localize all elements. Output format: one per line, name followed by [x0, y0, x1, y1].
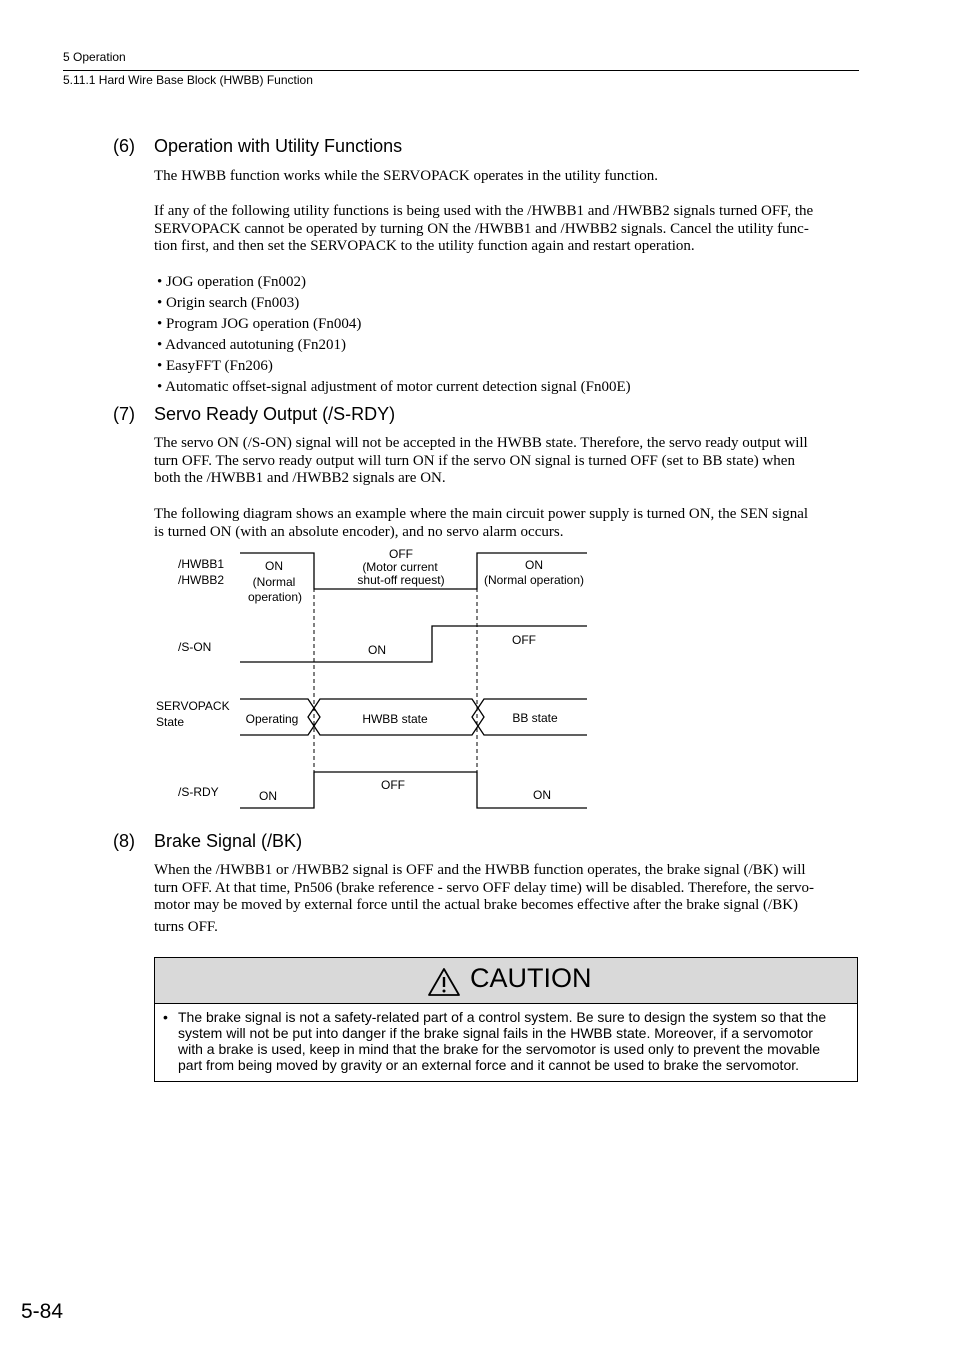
caution-text — [178, 1009, 853, 1073]
hwbb-on2-text: ON — [525, 558, 543, 572]
section-8-heading — [113, 831, 302, 852]
paragraph-line: motor may be moved by external force until the actual brake becomes effective after the brake signal (/BK) — [154, 897, 799, 914]
srdy-off-text: OFF — [381, 778, 405, 792]
list-item: • Advanced autotuning (Fn201) — [157, 337, 346, 353]
hwbb-label-1: /HWBB1 — [178, 557, 225, 571]
caution-line: part from being moved by gravity or an external force and it cannot be used to brake the servomotor. — [178, 1057, 800, 1073]
hwbb-on-text: operation) — [247, 590, 303, 604]
chapter-header: 5 Operation — [63, 50, 126, 64]
hwbb-on2-text: (Normal operation) — [483, 573, 585, 587]
section-7-number: (7) — [113, 404, 135, 424]
son-label: /S-ON — [178, 640, 212, 654]
section-6-title: Operation with Utility Functions — [154, 136, 403, 156]
list-item: • Origin search (Fn003) — [157, 295, 300, 311]
caution-box — [154, 957, 858, 1082]
paragraph-line: tion first, and then set the SERVOPACK to the utility function again and restart operation. — [154, 238, 695, 255]
hwbb-label-2: /HWBB2 — [178, 573, 225, 587]
srdy-on-text: ON — [259, 789, 277, 803]
hwbb-on-text: (Normal — [252, 575, 296, 589]
paragraph-line: both the /HWBB1 and /HWBB2 signals are ON. — [154, 470, 446, 487]
paragraph-line: turns OFF. — [154, 918, 218, 935]
paragraph-line: When the /HWBB1 or /HWBB2 signal is OFF and the HWBB function operates, the brake signal (/BK) will — [154, 862, 806, 878]
caution-bullet: • — [163, 1009, 168, 1025]
caution-header — [155, 958, 857, 1004]
state-operating-text: Operating — [245, 712, 299, 726]
section-header: 5.11.1 Hard Wire Base Block (HWBB) Function — [63, 73, 313, 87]
section-8-paragraph — [154, 862, 859, 936]
state-hwbb-text: HWBB state — [362, 712, 428, 726]
son-on-text: ON — [368, 643, 386, 657]
state-bb-text: BB state — [512, 711, 558, 725]
paragraph-line: The following diagram shows an example where the main circuit power supply is turned ON, the SEN signal — [154, 506, 809, 522]
caution-line: with a brake is used, keep in mind that the brake for the servomotor is used only to prevent the movable — [178, 1041, 821, 1057]
section-7-title: Servo Ready Output (/S-RDY) — [154, 404, 396, 424]
srdy-label: /S-RDY — [178, 785, 219, 799]
hwbb-off-text: shut-off request) — [357, 573, 445, 587]
caution-line: The brake signal is not a safety-related part of a control system. Be sure to design the system so that the — [178, 1009, 827, 1025]
hwbb-on-text: ON — [265, 559, 283, 573]
list-item: • JOG operation (Fn002) — [157, 274, 306, 290]
paragraph-line: If any of the following utility functions is being used with the /HWBB1 and /HWBB2 signals turned OFF, the — [154, 203, 814, 219]
srdy-on2-text: ON — [533, 788, 551, 802]
list-item: • Automatic offset-signal adjustment of motor current detection signal (Fn00E) — [157, 379, 631, 395]
caution-title: CAUTION — [470, 963, 592, 993]
warning-triangle-icon — [427, 967, 461, 997]
state-label-1: SERVOPACK — [156, 699, 230, 713]
section-8-number: (8) — [113, 831, 135, 851]
section-6-paragraph-1: The HWBB function works while the SERVOPACK operates in the utility function. — [154, 168, 659, 184]
paragraph-line: is turned ON (with an absolute encoder), and no servo alarm occurs. — [154, 523, 564, 540]
section-6-number: (6) — [113, 136, 135, 156]
hwbb-off-text: (Motor current — [362, 560, 438, 574]
page-number: 5-84 — [21, 1300, 64, 1323]
paragraph-line: turn OFF. The servo ready output will turn ON if the servo ON signal is turned OFF (set to BB state) when — [154, 452, 795, 469]
paragraph-line: The servo ON (/S-ON) signal will not be accepted in the HWBB state. Therefore, the servo ready output will — [154, 435, 808, 451]
hwbb-off-text: OFF — [389, 547, 413, 561]
section-8-title: Brake Signal (/BK) — [154, 831, 303, 851]
paragraph-line: turn OFF. At that time, Pn506 (brake reference - servo OFF delay time) will be disabled. Therefore, the servo- — [154, 879, 815, 896]
state-label-2: State — [156, 715, 185, 729]
son-off-text: OFF — [512, 633, 536, 647]
list-item: • EasyFFT (Fn206) — [157, 358, 273, 374]
list-item: • Program JOG operation (Fn004) — [157, 316, 362, 332]
paragraph-line: SERVOPACK cannot be operated by turning ON the /HWBB1 and /HWBB2 signals. Cancel the utility func- — [154, 220, 809, 237]
caution-line: system will not be put into danger if the brake signal fails in the HWBB state. Moreover, if a servomotor — [178, 1025, 813, 1041]
